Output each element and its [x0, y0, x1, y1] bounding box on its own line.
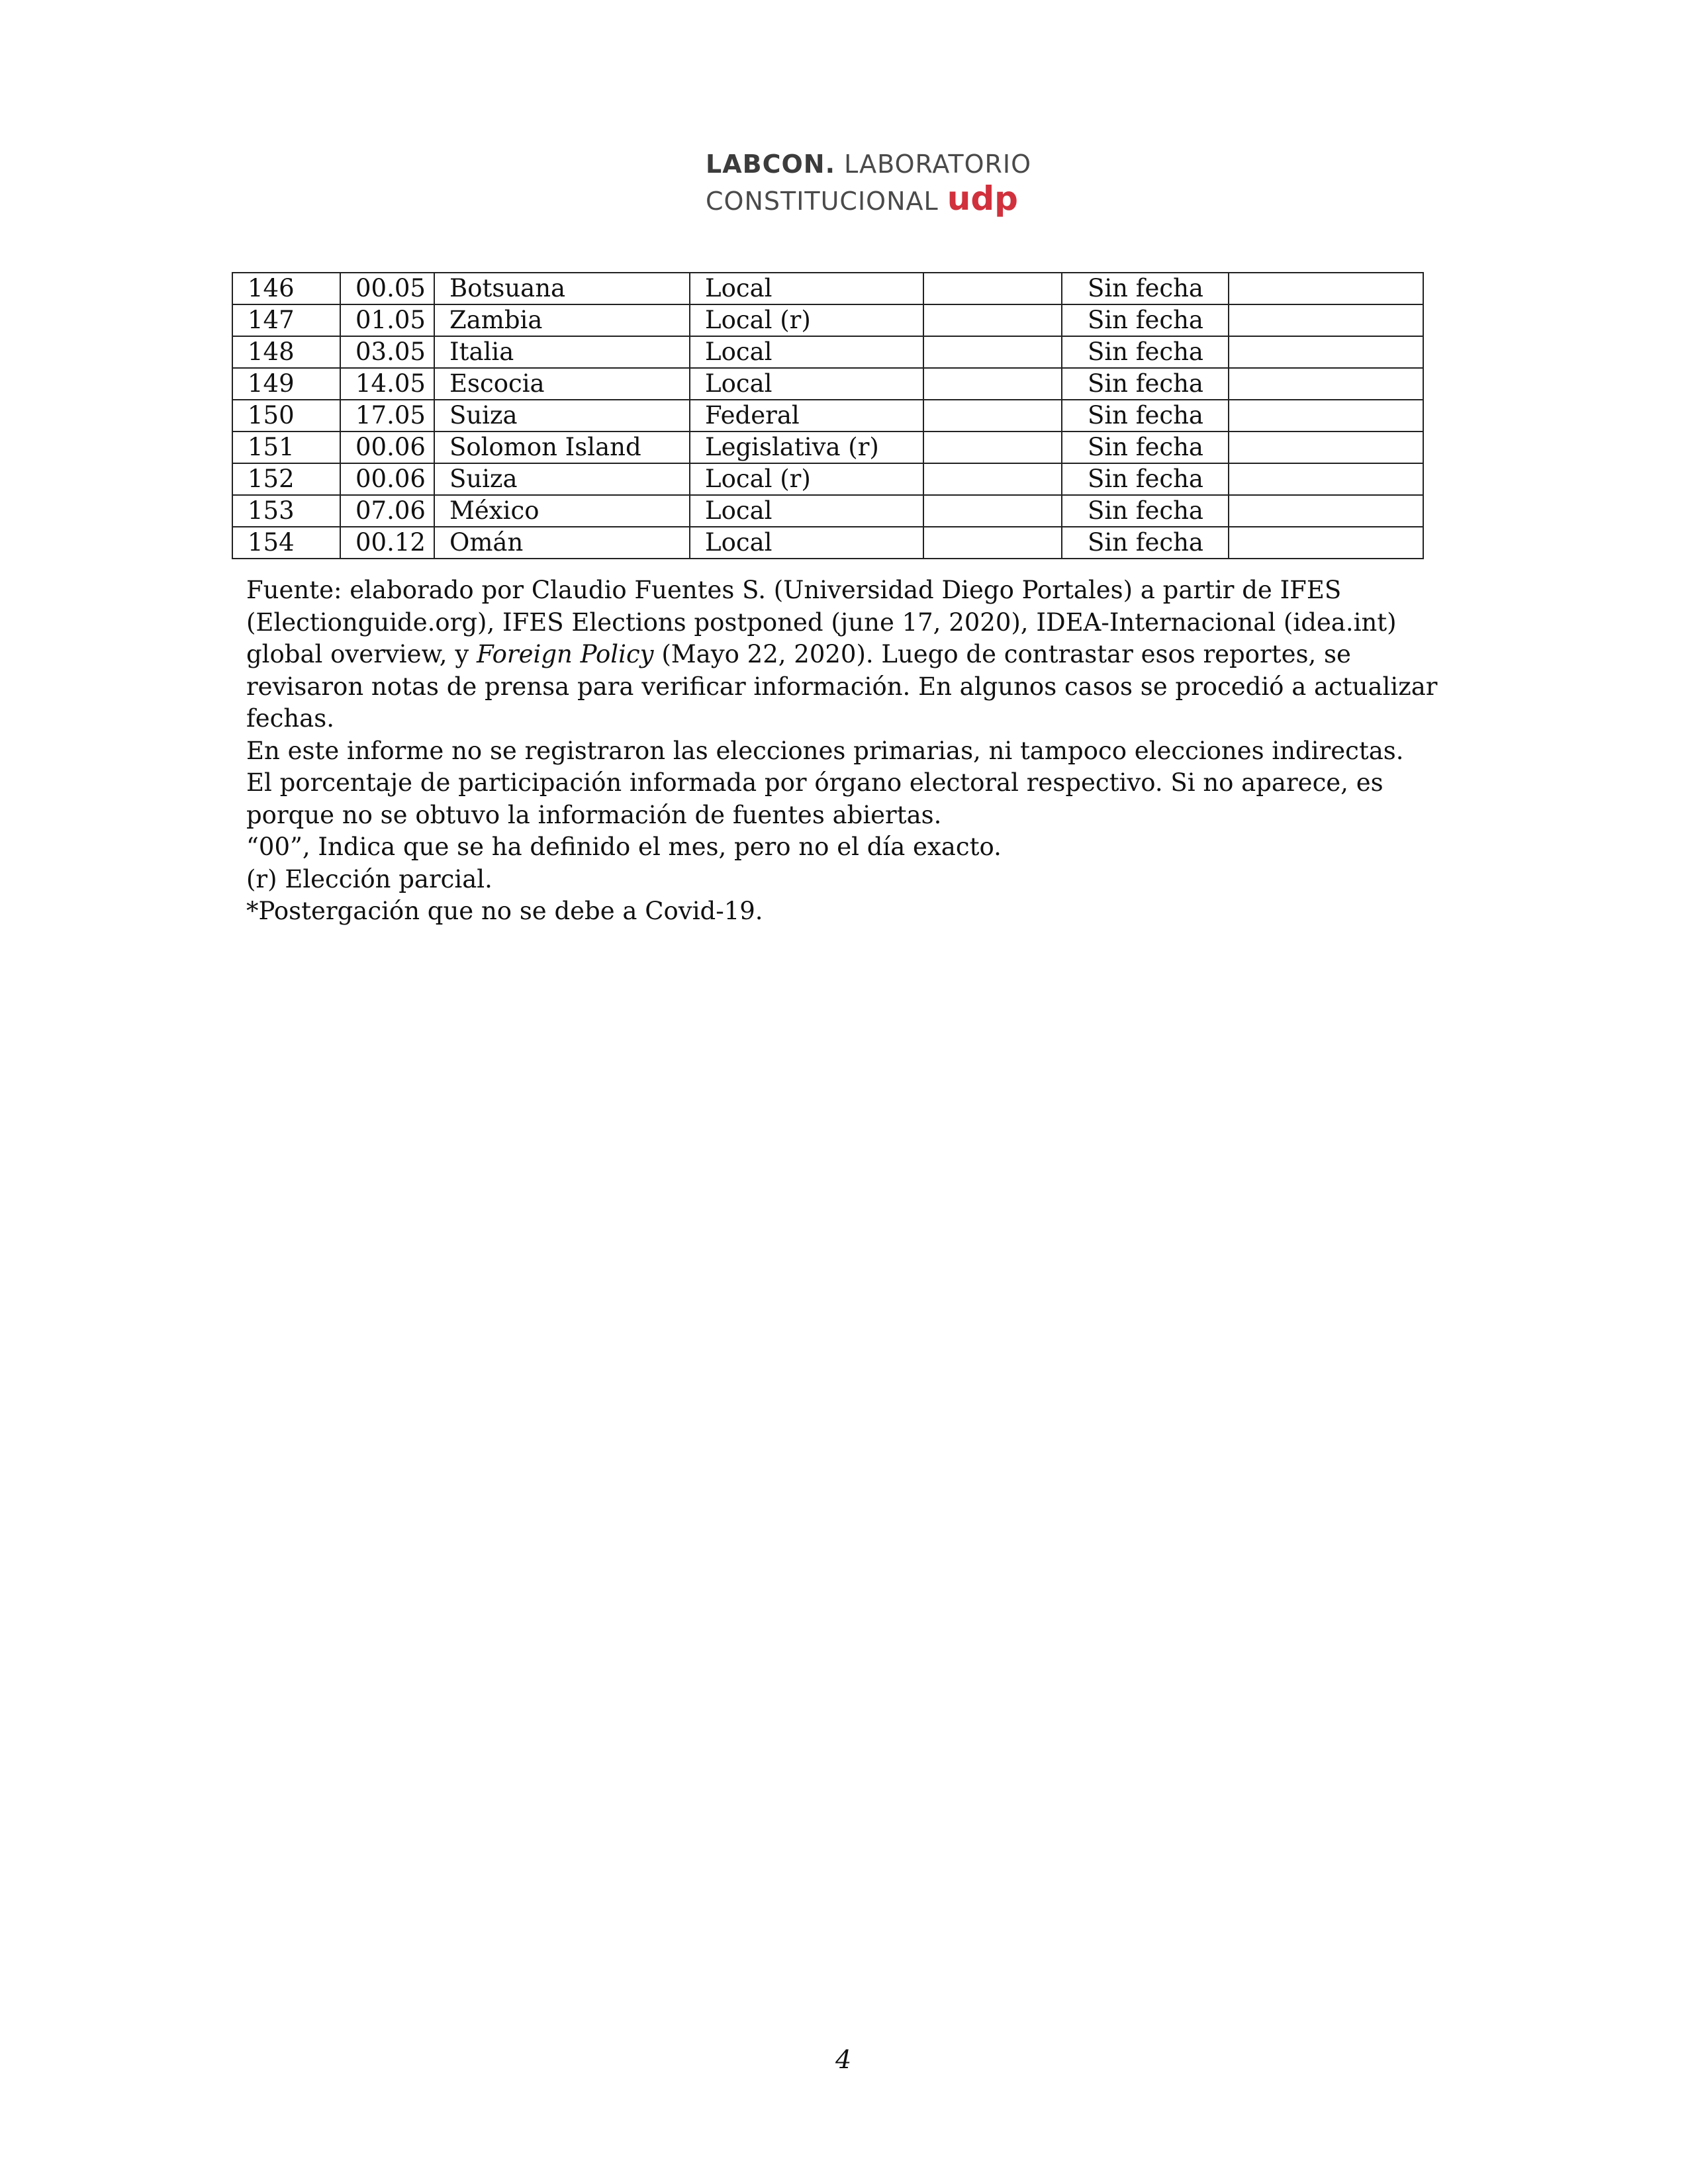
status-cell: Sin fecha	[1062, 336, 1229, 368]
row-number-cell: 147	[232, 304, 340, 336]
postponed-elections-table	[232, 272, 1424, 559]
logo-line-2	[706, 179, 1018, 218]
row-number-cell: 148	[232, 336, 340, 368]
note-covid: *Postergación que no se debe a Covid-19.	[246, 897, 763, 925]
table-row	[232, 432, 1423, 463]
date-cell: 00.06	[340, 432, 434, 463]
empty-cell	[1229, 432, 1423, 463]
table-row	[232, 304, 1423, 336]
empty-cell	[923, 495, 1062, 527]
election-type-cell: Local	[690, 368, 923, 400]
empty-cell	[923, 527, 1062, 559]
table-row	[232, 336, 1423, 368]
date-cell: 14.05	[340, 368, 434, 400]
country-cell: Suiza	[434, 463, 690, 495]
country-cell: Botsuana	[434, 273, 690, 304]
table-row	[232, 400, 1423, 432]
row-number-cell: 151	[232, 432, 340, 463]
country-cell: Escocia	[434, 368, 690, 400]
status-cell: Sin fecha	[1062, 400, 1229, 432]
status-cell: Sin fecha	[1062, 527, 1229, 559]
country-cell: México	[434, 495, 690, 527]
date-cell: 00.06	[340, 463, 434, 495]
row-number-cell: 149	[232, 368, 340, 400]
source-note-part2: (Mayo 22, 2020). Luego de contrastar esos reportes, se revisaron notas de prensa para verificar información. En algunos casos se procedió a actualizar fechas.	[246, 640, 1438, 733]
source-note-part1: Fuente: elaborado por Claudio Fuentes S. (Universidad Diego Portales) a partir de IFES (Electionguide.org), IFES Elections postponed (june 17, 2020), IDEA-Internacional (idea.int) global overview, y	[246, 576, 1397, 668]
empty-cell	[923, 368, 1062, 400]
country-cell: Omán	[434, 527, 690, 559]
empty-cell	[923, 400, 1062, 432]
row-number-cell: 146	[232, 273, 340, 304]
table-body	[232, 273, 1423, 559]
election-type-cell: Local	[690, 495, 923, 527]
date-cell: 00.12	[340, 527, 434, 559]
empty-cell	[1229, 368, 1423, 400]
labcon-udp-logo	[706, 147, 1032, 218]
status-cell: Sin fecha	[1062, 368, 1229, 400]
table-row	[232, 463, 1423, 495]
status-cell: Sin fecha	[1062, 495, 1229, 527]
election-type-cell: Local	[690, 527, 923, 559]
date-cell: 01.05	[340, 304, 434, 336]
table-notes	[246, 574, 1451, 928]
status-cell: Sin fecha	[1062, 273, 1229, 304]
source-note	[246, 574, 1451, 735]
election-type-cell: Local (r)	[690, 304, 923, 336]
country-cell: Suiza	[434, 400, 690, 432]
country-cell: Zambia	[434, 304, 690, 336]
table-row	[232, 368, 1423, 400]
empty-cell	[1229, 527, 1423, 559]
logo-line1-text: LABORATORIO	[844, 150, 1032, 179]
election-type-cell: Local (r)	[690, 463, 923, 495]
date-cell: 03.05	[340, 336, 434, 368]
country-cell: Solomon Island	[434, 432, 690, 463]
status-cell: Sin fecha	[1062, 304, 1229, 336]
election-type-cell: Local	[690, 336, 923, 368]
empty-cell	[1229, 495, 1423, 527]
date-cell: 07.06	[340, 495, 434, 527]
date-cell: 00.05	[340, 273, 434, 304]
status-cell: Sin fecha	[1062, 463, 1229, 495]
row-number-cell: 152	[232, 463, 340, 495]
table-row	[232, 527, 1423, 559]
empty-cell	[1229, 336, 1423, 368]
empty-cell	[1229, 463, 1423, 495]
empty-cell	[1229, 304, 1423, 336]
note-parcial: (r) Elección parcial.	[246, 864, 492, 893]
logo-line-1	[706, 147, 1032, 181]
empty-cell	[923, 273, 1062, 304]
row-number-cell: 150	[232, 400, 340, 432]
note-primarias: En este informe no se registraron las elecciones primarias, ni tampoco elecciones indirectas.	[246, 736, 1404, 765]
election-type-cell: Local	[690, 273, 923, 304]
note-participacion: El porcentaje de participación informada por órgano electoral respectivo. Si no aparece, es porque no se obtuvo la información de fuentes abiertas.	[246, 768, 1383, 829]
page-number: 4	[835, 2045, 852, 2074]
date-cell: 17.05	[340, 400, 434, 432]
election-type-cell: Legislativa (r)	[690, 432, 923, 463]
status-cell: Sin fecha	[1062, 432, 1229, 463]
row-number-cell: 153	[232, 495, 340, 527]
logo-line2-text: CONSTITUCIONAL	[706, 187, 939, 216]
election-type-cell: Federal	[690, 400, 923, 432]
country-cell: Italia	[434, 336, 690, 368]
empty-cell	[923, 432, 1062, 463]
note-00: “00”, Indica que se ha definido el mes, pero no el día exacto.	[246, 833, 1002, 861]
empty-cell	[923, 336, 1062, 368]
empty-cell	[1229, 400, 1423, 432]
table-row	[232, 495, 1423, 527]
logo-udp: udp	[947, 179, 1018, 218]
empty-cell	[923, 304, 1062, 336]
row-number-cell: 154	[232, 527, 340, 559]
source-note-italic: Foreign Policy	[477, 640, 654, 668]
table-row	[232, 273, 1423, 304]
empty-cell	[923, 463, 1062, 495]
logo-brand: LABCON.	[706, 150, 836, 179]
empty-cell	[1229, 273, 1423, 304]
